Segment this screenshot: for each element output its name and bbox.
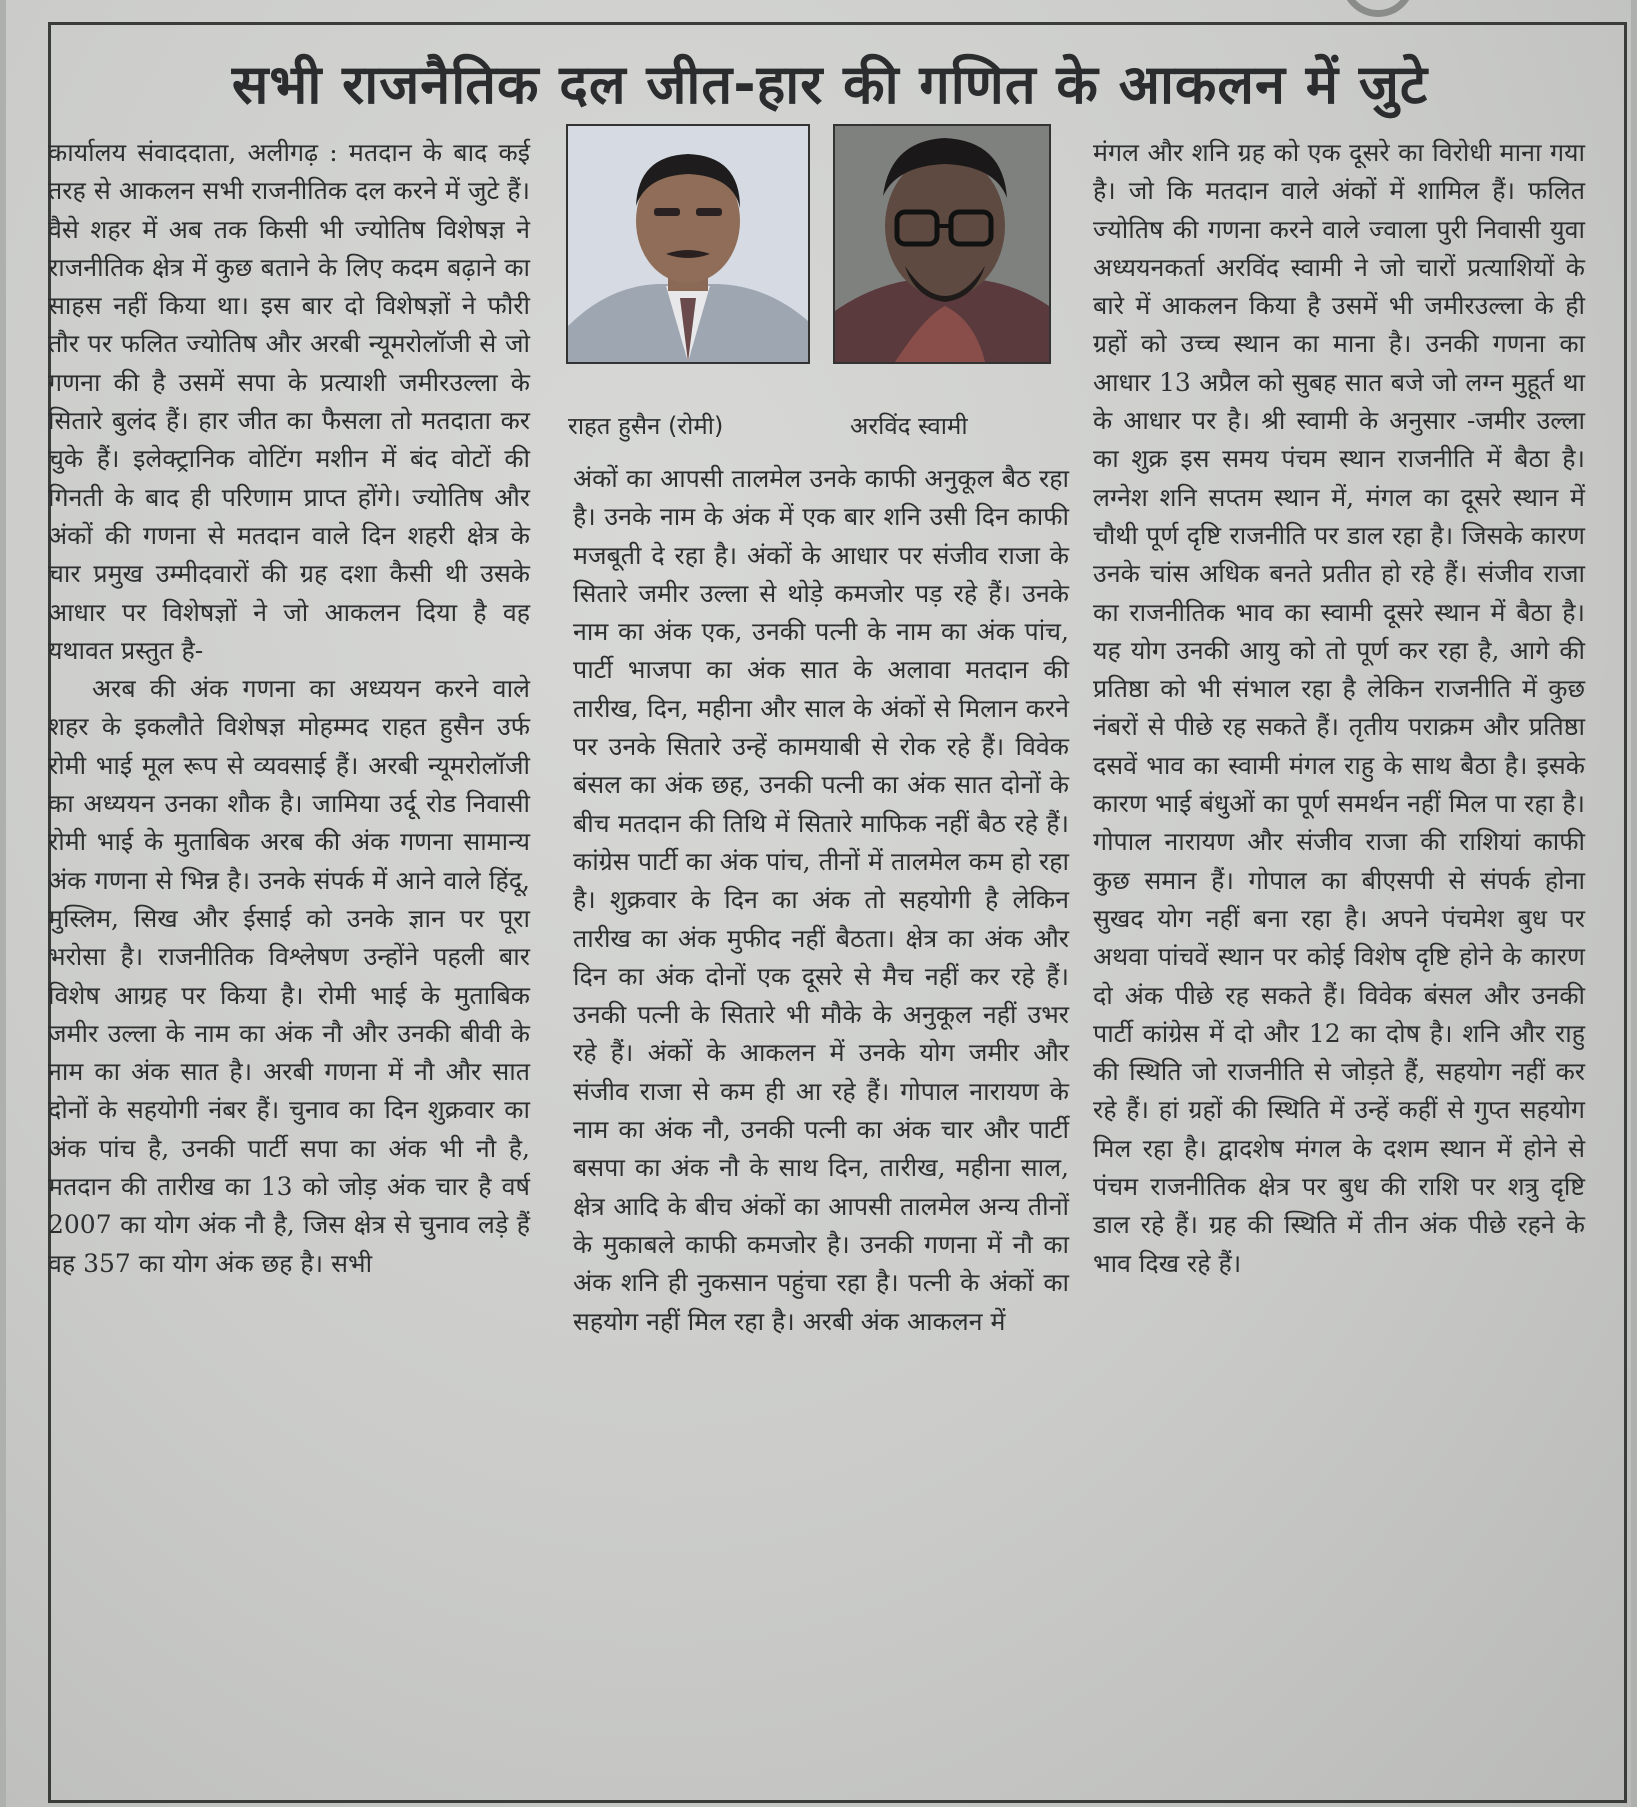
paragraph: कार्यालय संवाददाता, अलीगढ़ : मतदान के बाद कई तरह से आकलन सभी राजनीतिक दल करने में जुटे हैं। वैसे शहर में अब तक किसी भी ज्योतिष विशेषज्ञ ने राजनीतिक क्षेत्र में कुछ बताने के लिए कदम बढ़ाने का साहस नहीं किया था। इस बार दो विशेषज्ञों ने फौरी तौर पर फलित ज्योतिष और अरबी न्यूमरोलॉजी से जो गणना की है उसमें सपा के प्रत्याशी जमीरउल्ला के सितारे बुलंद हैं। हार जीत का फैसला तो मतदाता कर चुके हैं। इलेक्ट्रानिक वोटिंग मशीन में बंद वोटों की गिनती के बाद ही परिणाम प्राप्त होंगे। ज्योतिष और अंकों की गणना से मतदान वाले दिन शहरी क्षेत्र के चार प्रमुख उम्मीदवारों की ग्रह दशा कैसी थी उसके आधार पर विशेषज्ञों ने जो आकलन दिया है वह यथावत प्रस्तुत है- <box>48 138 530 665</box>
paragraph: अंकों का आपसी तालमेल उनके काफी अनुकूल बैठ रहा है। उनके नाम के अंक में एक बार शनि उसी दिन काफी मजबूती दे रहा है। अंकों के आधार पर संजीव राजा के सितारे जमीर उल्ला से थोड़े कमजोर पड़ रहे हैं। उनके नाम का अंक एक, उनकी पत्नी के नाम का अंक पांच, पार्टी भाजपा का अंक सात के अलावा मतदान की तारीख, दिन, महीना और साल के अंकों से मिलान करने पर उनके सितारे उन्हें कामयाबी से रोक रहे हैं। विवेक बंसल का अंक छह, उनकी पत्नी का अंक सात दोनों के बीच मतदान की तिथि में सितारे माफिक नहीं बैठ रहे हैं। कांग्रेस पार्टी का अंक पांच, तीनों में तालमेल कम हो रहा है। शुक्रवार के दिन का अंक तो सहयोगी है लेकिन तारीख का अंक मुफीद नहीं बैठता। क्षेत्र का अंक और दिन का अंक दोनों एक दूसरे से मैच नहीं कर रहे हैं। उनकी पत्नी के सितारे भी मौके के अनुकूल नहीं उभर रहे हैं। अंकों के आकलन में उनके योग जमीर और संजीव राजा से कम ही आ रहे हैं। गोपाल नारायण के नाम का अंक नौ, उनकी पत्नी का अंक चार और पार्टी बसपा का अंक नौ के साथ दिन, तारीख, महीना साल, क्षेत्र आदि के बीच अंकों का आपसी तालमेल अन्य तीनों के मुकाबले काफी कमजोर है। उनकी गणना में नौ का अंक शनि ही नुकसान पहुंचा रहा है। पत्नी के अंकों का सहयोग नहीं मिल रहा है। अरबी अंक आकलन में <box>573 464 1069 1336</box>
portrait-man-glasses-image <box>835 126 1049 362</box>
article-column-1 <box>48 134 530 1794</box>
portrait-man-suit-image <box>568 126 808 362</box>
photo-rahat-husain <box>566 124 810 364</box>
page-number-fragment <box>1341 0 1415 17</box>
headline: सभी राजनैतिक दल जीत-हार की गणित के आकलन में जुटे <box>231 53 1429 116</box>
photo-caption: अरविंद स्वामी <box>850 412 968 440</box>
article-column-2 <box>573 460 1069 1795</box>
paragraph: अरब की अंक गणना का अध्ययन करने वाले शहर के इकलौते विशेषज्ञ मोहम्मद राहत हुसैन उर्फ रोमी भाई मूल रूप से व्यवसाई हैं। अरबी न्यूमरोलॉजी का अध्ययन उनका शौक है। जामिया उर्दू रोड निवासी रोमी भाई के मुताबिक अरब की अंक गणना सामान्य अंक गणना से भिन्न है। उनके संपर्क में आने वाले हिंदू, मुस्लिम, सिख और ईसाई को उनके ज्ञान पर पूरा भरोसा है। राजनीतिक विश्लेषण उन्होंने पहली बार विशेष आग्रह पर किया है। रोमी भाई के मुताबिक जमीर उल्ला के नाम का अंक नौ और उनकी बीवी के नाम का अंक सात है। अरबी गणना में नौ और सात दोनों के सहयोगी नंबर हैं। चुनाव का दिन शुक्रवार का अंक पांच है, उनकी पार्टी सपा का अंक भी नौ है, मतदान की तारीख का 13 को जोड़ अंक चार है वर्ष 2007 का योग अंक नौ है, जिस क्षेत्र से चुनाव लड़े हैं वह 357 का योग अंक छह है। सभी <box>48 674 530 1278</box>
article-column-3 <box>1093 134 1585 1794</box>
paragraph: मंगल और शनि ग्रह को एक दूसरे का विरोधी माना गया है। जो कि मतदान वाले अंकों में शामिल हैं। फलित ज्योतिष की गणना करने वाले ज्वाला पुरी निवासी युवा अध्ययनकर्ता अरविंद स्वामी ने जो चारों प्रत्याशियों के बारे में आकलन किया है उसमें भी जमीरउल्ला के ही ग्रहों को उच्च स्थान का माना है। उनकी गणना का आधार 13 अप्रैल को सुबह सात बजे जो लग्न मुहूर्त था के आधार पर है। श्री स्वामी के अनुसार -जमीर उल्ला का शुक्र इस समय पंचम स्थान राजनीति में बैठा है। लग्नेश शनि सप्तम स्थान में, मंगल का दूसरे स्थान में चौथी पूर्ण दृष्टि राजनीति पर डाल रहा है। जिसके कारण उनके चांस अधिक बनते प्रतीत हो रहे हैं। संजीव राजा का राजनीतिक भाव का स्वामी दूसरे स्थान में बैठा है। यह योग उनकी आयु को तो पूर्ण कर रहा है, आगे की प्रतिष्ठा को भी संभाल रहा है लेकिन राजनीति में कुछ नंबरों से पीछे रह सकते हैं। तृतीय पराक्रम और प्रतिष्ठा दसवें भाव का स्वामी मंगल राहु के साथ बैठा है। इसके कारण भाई बंधुओं का पूर्ण समर्थन नहीं मिल पा रहा है। गोपाल नारायण और संजीव राजा की राशियां काफी कुछ समान हैं। गोपाल का बीएसपी से संपर्क होना सुखद योग नहीं बना रहा है। अपने पंचमेश बुध पर अथवा पांचवें स्थान पर कोई विशेष दृष्टि होने के कारण दो अंक पीछे रह सकते हैं। विवेक बंसल और उनकी पार्टी कांग्रेस में दो और 12 का दोष है। शनि और राहु की स्थिति जो राजनीति से जोड़ते हैं, सहयोग नहीं कर रहे हैं। हां ग्रहों की स्थिति में उन्हें कहीं से गुप्त सहयोग मिल रहा है। द्वादशेष मंगल के दशम स्थान में होने से पंचम राजनीतिक क्षेत्र पर बुध की राशि पर शत्रु दृष्टि डाल रहे हैं। ग्रह की स्थिति में तीन अंक पीछे रहने के भाव दिख रहे हैं। <box>1093 138 1585 1278</box>
photo-arvind-swami <box>833 124 1051 364</box>
photo-caption: राहत हुसैन (रोमी) <box>568 412 724 440</box>
